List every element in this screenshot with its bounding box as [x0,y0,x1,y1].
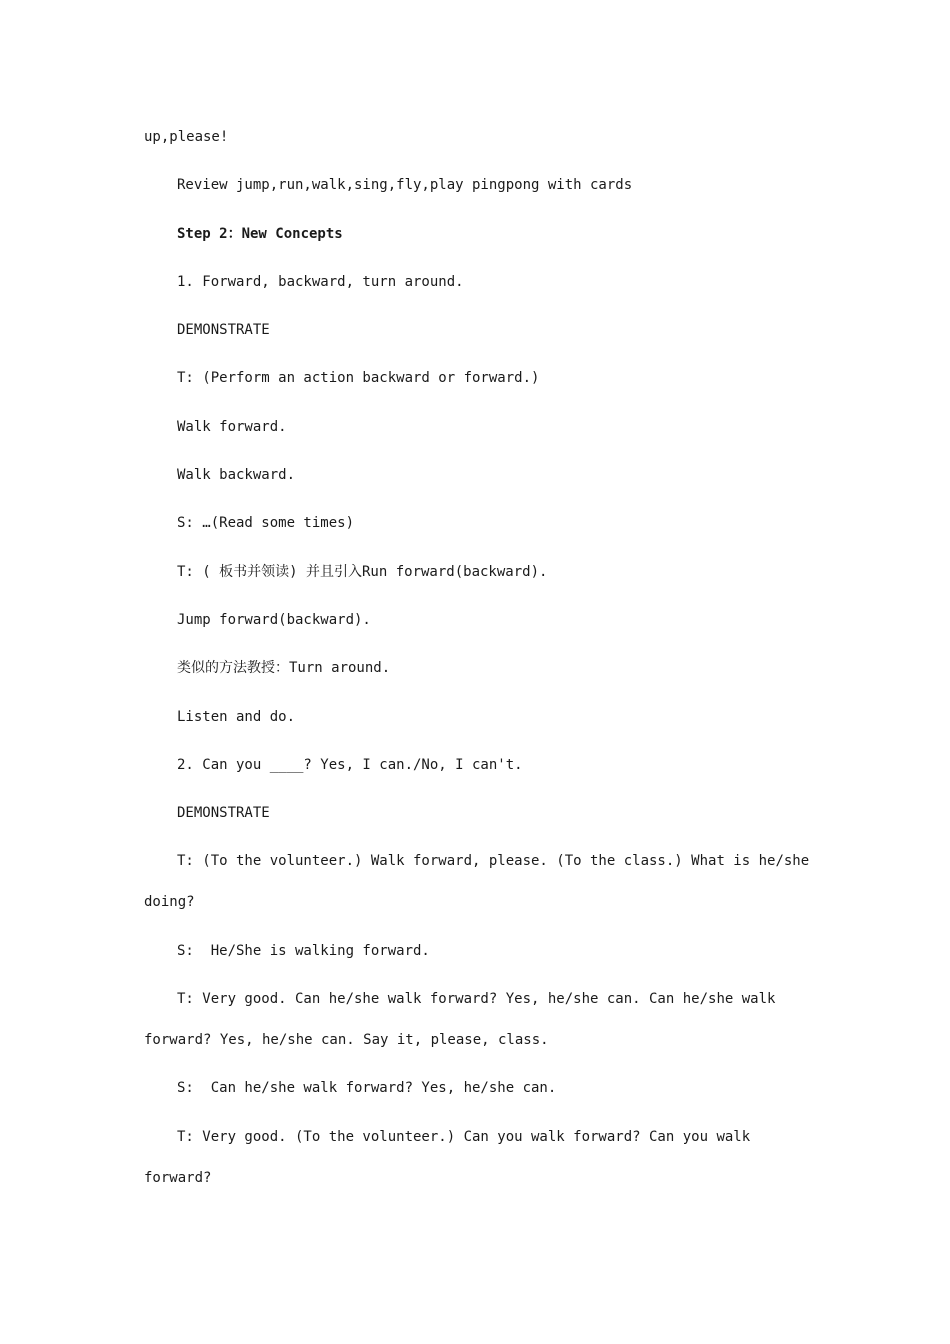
text-line: T: (Perform an action backward or forward.) [177,370,540,387]
text-line: DEMONSTRATE [177,322,270,339]
text-line: S: Can he/she walk forward? Yes, he/she can. [177,1080,557,1097]
text-line: S: …(Read some times) [177,515,355,532]
text-line: Jump forward(backward). [177,611,371,628]
text-line: Listen and do. [177,708,296,725]
text-line: doing? [144,894,195,911]
text-line: DEMONSTRATE [177,805,270,822]
text-line: S: He/She is walking forward. [177,942,430,959]
section-heading: Step 2：New Concepts [177,225,343,242]
text-line: T: Very good. (To the volunteer.) Can you walk forward? Can you walk [177,1128,751,1145]
text-line: forward? [144,1169,212,1186]
text-line: forward? Yes, he/she can. Say it, please, class. [144,1032,549,1049]
text-line: Review jump,run,walk,sing,fly,play pingpong with cards [177,177,633,194]
text-line: Walk backward. [177,467,296,484]
text-line: 类似的方法教授：Turn around. [177,660,391,677]
text-line: 1. Forward, backward, turn around. [177,273,464,290]
text-line: 2. Can you ____? Yes, I can./No, I can't. [177,756,523,773]
document-body [144,124,814,1213]
text-line: T: ( 板书并领读) 并且引入Run forward(backward). [177,563,548,580]
text-line: T: (To the volunteer.) Walk forward, please. (To the class.) What is he/she [177,853,810,870]
text-line: up,please! [144,129,229,145]
text-line: Walk forward. [177,418,287,435]
text-line: T: Very good. Can he/she walk forward? Yes, he/she can. Can he/she walk [177,991,776,1008]
